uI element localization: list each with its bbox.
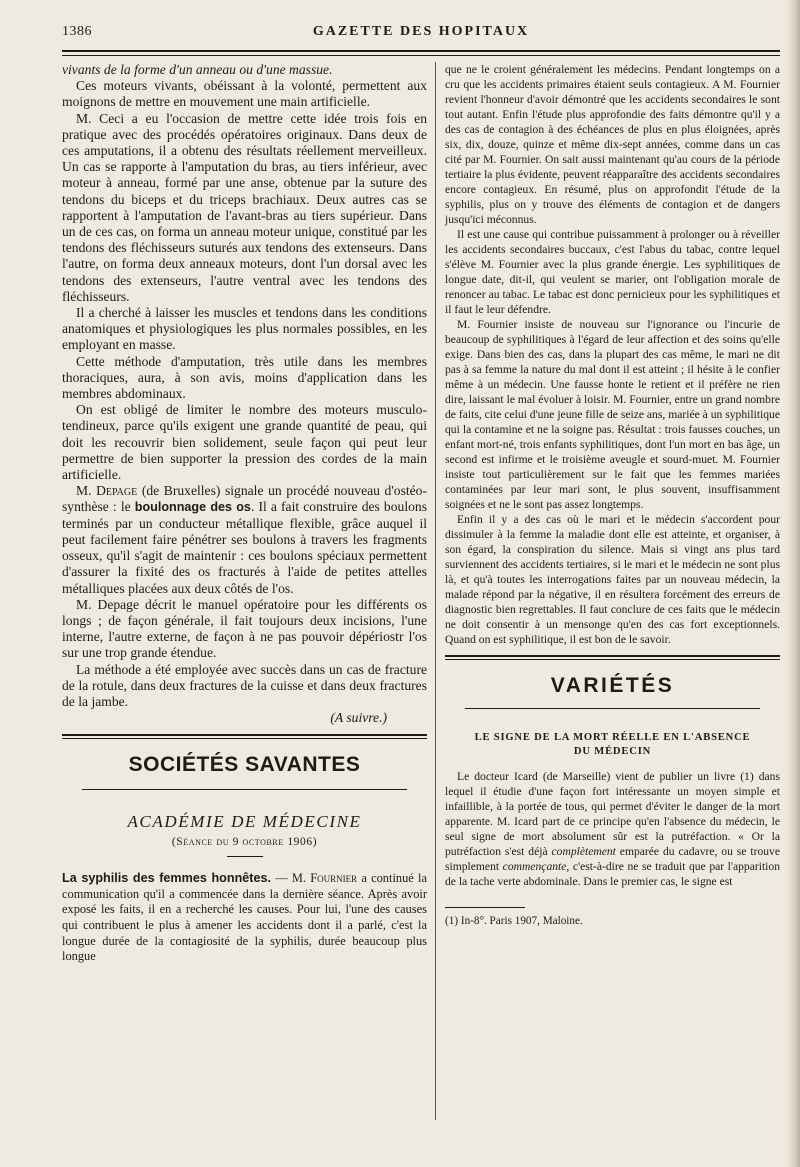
- paragraph-6: M. Depage (de Bruxelles) signale un procédé nouveau d'ostéo-synthèse : le boulonnage des os. Il a fait construire des boulons terminés par un conducteur métallique flexible, grâce auquel il peut facilement faire pénétrer ses boulons à travers les fragments osseux, qu'il s'agit de maintenir : ces boulons spéciaux permettent d'assurer la fixité des os fracturés à l'aide de petites attelles métalliques placées aux deux côtés de l'os.: [62, 483, 427, 596]
- footnote-rule: [445, 907, 525, 908]
- header-rule-thin: [62, 55, 780, 56]
- author-fournier: Fournier: [310, 871, 358, 886]
- term-boulonnage: boulonnage des os: [134, 500, 251, 515]
- right-paragraph-2: Il est une cause qui contribue puissamment à prolonger ou à réveiller les accidents secondaires buccaux, c'est l'abus du tabac, contre lequel s'élève M. Fournier avec la plus grande énergie. Les syphilitiques de longue date, dit-il, qui veulent se marier, ont l'obligation morale de renoncer au tabac. Le tabac est donc pernicieux pour les syphilitiques et il faut le leur défendre.: [445, 228, 780, 316]
- left-column: [62, 62, 427, 965]
- right-paragraph-5-b: emparée du cadavre, ou se trouve simplement: [445, 845, 780, 873]
- paragraph-1-italic: vivants de la forme d'un anneau ou d'une massue.: [62, 62, 333, 77]
- section-rule: [82, 789, 407, 790]
- right-paragraph-1: que ne le croient généralement les médecins. Pendant longtemps on a cru que les accidents primaires étaient seuls contagieux. A M. Fournier revient l'honneur d'avoir démontré que les accidents secondaires le sont tout autant. Enfin l'étude plus approfondie des faits démontre qu'il y a des cas de contagion à des échéances de plus en plus éloignées, après six, dix, douze, quinze et même dix-sept années, comme dans un cas cité par M. Fournier. On sait aussi maintenant qu'au cours de la période tertiaire la plus évidente, peuvent réapparaître des accidents secondaires encore contagieux. En résumé, plus on approfondit l'étude de la syphilis, plus on y trouve des éléments de contagion et de dangers jusqu'ici méconnus.: [445, 63, 780, 226]
- right-paragraph-5: [445, 769, 780, 889]
- column-divider: [435, 62, 436, 1120]
- academy-paragraph: La syphilis des femmes honnêtes. — M. Fournier a continué la communication qu'il a commencée dans la dernière séance. Après avoir exposé les faits, il en a recherché les causes. Pour lui, l'une des causes qui contribuent le plus à amener les accidents dont il a parlé, c'est la longue durée de la contagiosité de la syphilis, durée beaucoup plus longue: [62, 871, 427, 964]
- article-subtitle-line2: DU MÉDECIN: [573, 746, 652, 757]
- section-title-societes: SOCIÉTÉS SAVANTES: [128, 753, 361, 777]
- paragraph-8: La méthode a été employée avec succès dans un cas de fracture de la rotule, dans deux fractures de la cuisse et dans deux fractures de la jambe.: [62, 661, 427, 709]
- journal-title: GAZETTE DES HOPITAUX: [312, 24, 530, 39]
- page-edge-shadow: [786, 0, 800, 1167]
- header-rule-thick: [62, 50, 780, 52]
- page-number: 1386: [62, 24, 92, 39]
- right-paragraph-5-italic-1: complètement: [551, 845, 616, 858]
- paragraph-2: M. Ceci a eu l'occasion de mettre cette idée trois fois en pratique avec des procédés opératoires originaux. Dans deux de ces amputations, il a obtenu des résultats réellement merveilleux. Un cas se rapporte à l'amputation du bras, au tiers inférieur, avec moteur à anneau, formé par une anse, obtenue par la suture des tendons du biceps et du triceps brachiaux. Deux autres cas se rapportent à l'amputation de l'avant-bras au tiers supérieur. Dans un de ces cas, on forma un anneau moteur unique, constitué par les tendons des fléchisseurs suturés aux tendons des extenseurs. Dans l'autre, on forma deux anneaux moteurs, dont l'un dorsal avec les tendons des extenseurs, l'autre ventral avec les tendons des fléchisseurs.: [62, 110, 427, 304]
- right-column: [445, 62, 780, 928]
- paragraph-6-a: (de Bruxelles) signale un procédé nouveau d'ostéo-synthèse : le: [62, 483, 427, 515]
- right-paragraph-4: Enfin il y a des cas où le mari et le médecin s'accordent pour dissimuler à la femme la maladie dont elle est atteinte, et organiser, à son égard, la conspiration du silence. Mais si vingt ans plus tard surviennent des accidents tertiaires, si le mari et le médecin ne sont plus là, et qu'à toutes les interrogations faites par un nouveau médecin, la malade répond par la négative, il en résultera forcément des erreurs de diagnostic bien regrettables. Il faut conclure de ces faits que le médecin ne doit consentir à un mensonge qu'en des cas fort exceptionnels. Quand on est syphilitique, il est bon de le savoir.: [445, 513, 780, 646]
- section-double-rule: [62, 734, 427, 739]
- footnote: (1) In-8°. Paris 1907, Maloine.: [445, 915, 583, 927]
- paragraph-7: M. Depage décrit le manuel opératoire pour les différents os longs ; de façon générale, il fait toujours deux incisions, l'une interne, l'autre externe, de façon à ne pas pouvoir dépériostr l'os sur une trop grande étendue.: [62, 596, 427, 661]
- page-header: [62, 22, 780, 46]
- varietes-rule: [465, 708, 760, 709]
- paragraph-3: Il a cherché à laisser les muscles et tendons dans les conditions anatomiques et physiologiques les plus normales possibles, en les employant en masse.: [62, 305, 427, 353]
- paragraph-1-rest: Ces moteurs vivants, obéissant à la volonté, permettent aux moignons de mettre en mouvement une main artificielle.: [62, 78, 427, 110]
- academy-title: ACADÉMIE DE MÉDECINE: [127, 812, 362, 832]
- short-rule: [227, 856, 263, 857]
- article-subtitle-line1: LE SIGNE DE LA MORT RÉELLE EN L'ABSENCE: [474, 732, 751, 743]
- paragraph-6-b: . Il a fait construire des boulons terminés par un conducteur métallique flexible, grâce auquel il peut facilement faire pénétrer ses boulons à travers les fragments osseux, qu'il s'agit de maintenir : ces boulons spéciaux permettent d'assurer la fixité des os fracturés à l'aide de petites attelles métalliques placées aux deux côtés de l'os.: [62, 499, 427, 596]
- right-paragraph-3: M. Fournier insiste de nouveau sur l'ignorance ou l'incurie de beaucoup de syphilitiques à l'égard de leur affection et des soins qu'elle exige. Dans bien des cas, dans la plupart des cas même, le mari ne dit pas à sa femme la nature du mal dont il est atteint ; il hésite à le confier même à un médecin. Une fausse honte le retient et il préfère ne rien dire, laissant le mal évoluer à loisir. M. Fournier, entre un grand nombre de faits, cite celui d'une jeune fille de seize ans, mariée à un syphilitique qui la contamine et ne la soigne pas. Résultat : trois fausses couches, un enfant mort-né, trois enfants syphilitiques, dont l'un mort en bas âge, un second est infirme et le troisième aveugle et sourd-muet. M. Fournier insiste tout particulièrement sur le fait que les femmes mariées contaminées par leur mari sont, le plus souvent, insuffisamment soignées et ne le sont pas assez longtemps.: [445, 318, 780, 511]
- article-subtitle: [445, 731, 780, 759]
- right-paragraph-5-a: Le docteur Icard (de Marseille) vient de publier un livre (1) dans lequel il étudie d'une façon fort intéressante un moyen simple et infaillible, à la portée de tous, qui permet d'éviter le danger de la mort apparente. M. Icard part de ce principe qu'en l'absence du médecin, le seul signe de mort absolument sûr est la putréfaction. « Or la putréfaction s'est déjà: [445, 770, 780, 858]
- author-depage: Depage: [96, 483, 138, 499]
- paragraph-5: On est obligé de limiter le nombre des moteurs musculo-tendineux, parce qu'ils exigent une grande quantité de peau, qui doit les recouvrir bien solidement, seule façon qui peut leur permettre de bien supporter la pression des cordes de la main artificielle.: [62, 402, 427, 483]
- academy-heading: La syphilis des femmes honnêtes.: [62, 871, 271, 886]
- academy-text: a continué la communication qu'il a commencée dans la dernière séance. Après avoir exposé les faits, il en a recherché les causes. Pour lui, l'une des causes qui contribuent le plus à amener les accidents dont il a parlé, c'est la longue durée de la contagiosité de la syphilis, durée beaucoup plus longue: [62, 871, 427, 964]
- right-paragraph-5-italic-2: commençante: [502, 860, 567, 873]
- varietes-double-rule: [445, 655, 780, 660]
- paragraph-1: [62, 62, 427, 111]
- paragraph-4: Cette méthode d'amputation, très utile dans les membres thoraciques, aura, à son avis, moins d'application dans les membres abdominaux.: [62, 353, 427, 402]
- to-be-continued: (A suivre.): [330, 710, 387, 726]
- right-paragraph-5-c: , c'est-à-dire ne se traduit que par l'apparition de la tache verte abdominale. Dans le premier cas, le signe est: [445, 860, 780, 888]
- section-title-varietes: VARIÉTÉS: [550, 674, 675, 697]
- session-date: (Séance du 9 octobre 1906): [171, 836, 318, 849]
